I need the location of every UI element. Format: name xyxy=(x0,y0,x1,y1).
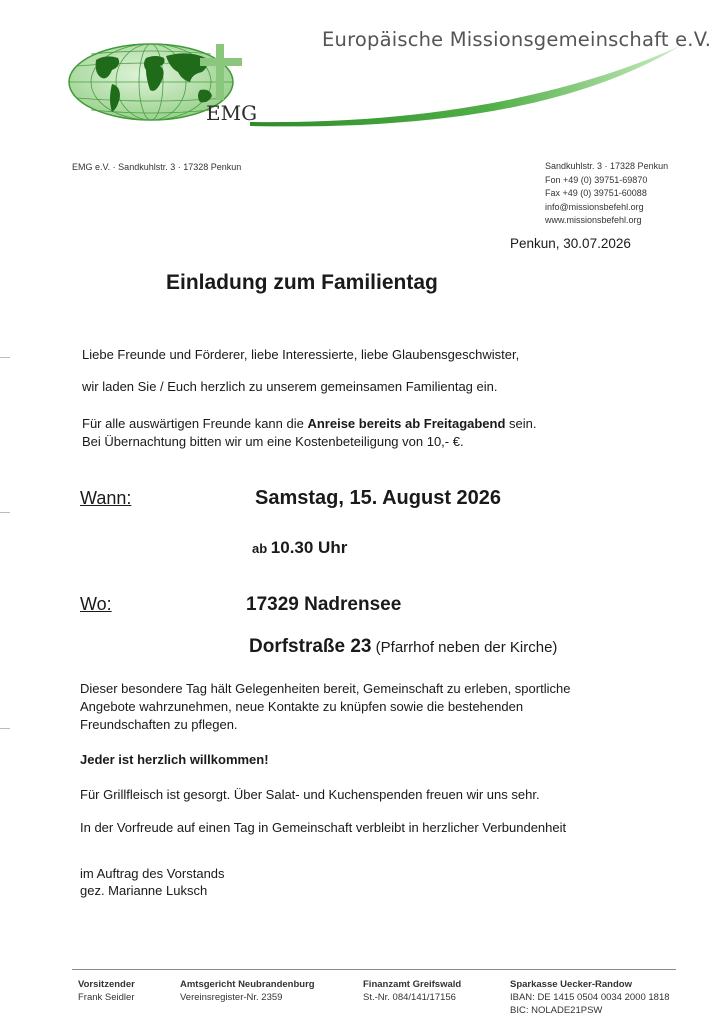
contact-email: info@missionsbefehl.org xyxy=(545,201,644,212)
footer-line: IBAN: DE 1415 0504 0034 2000 1818 xyxy=(510,992,670,1003)
grill-paragraph: Für Grillfleisch ist gesorgt. Über Salat- und Kuchenspenden freuen wir uns sehr. xyxy=(80,787,540,802)
organization-name: Europäische Missionsgemeinschaft e.V. xyxy=(322,28,712,51)
place-date: Penkun, 30.07.2026 xyxy=(510,236,631,251)
when-label: Wann: xyxy=(80,488,132,508)
special-line: Freundschaften zu pflegen. xyxy=(80,717,238,732)
fold-mark xyxy=(0,512,10,513)
sender-return-address: EMG e.V. · Sandkuhlstr. 3 · 17328 Penkun xyxy=(72,162,242,172)
contact-fax: Fax +49 (0) 39751-60088 xyxy=(545,188,647,198)
footer-heading: Finanzamt Greifswald xyxy=(363,979,462,990)
contact-phone: Fon +49 (0) 39751-69870 xyxy=(545,174,648,185)
emg-logo-text: EMG xyxy=(206,101,258,125)
special-line: Dieser besondere Tag hält Gelegenheiten bereit, Gemeinschaft zu erleben, sportliche xyxy=(80,681,571,696)
event-location-note: (Pfarrhof neben der Kirche) xyxy=(371,639,558,656)
invite-paragraph: wir laden Sie / Euch herzlich zu unserem gemeinsamen Familientag ein. xyxy=(82,379,498,394)
footer-tax-office xyxy=(363,978,461,1004)
arrival-paragraph xyxy=(82,415,537,433)
arrival-text-pre: Für alle auswärtigen Freunde kann die xyxy=(82,416,308,431)
fold-mark xyxy=(0,728,10,729)
greeting-paragraph: Liebe Freunde und Förderer, liebe Interessierte, liebe Glaubensgeschwister, xyxy=(82,347,520,362)
letter-title: Einladung zum Familientag xyxy=(166,271,438,294)
special-line: Angebote wahrzunehmen, neue Kontakte zu knüpfen sowie die bestehenden xyxy=(80,699,524,714)
event-time-prefix: ab xyxy=(252,541,271,556)
contact-block xyxy=(545,160,668,228)
footer-chairman xyxy=(78,978,135,1004)
footer-line: St.-Nr. 084/141/17156 xyxy=(363,992,456,1003)
event-city: 17329 Nadrensee xyxy=(246,594,402,615)
event-time xyxy=(252,538,347,558)
footer-heading: Vorsitzender xyxy=(78,979,135,990)
overnight-paragraph: Bei Übernachtung bitten wir um eine Kostenbeteiligung von 10,- €. xyxy=(82,434,464,449)
footer-divider xyxy=(72,969,676,970)
footer-heading: Sparkasse Uecker-Randow xyxy=(510,979,632,990)
footer-court xyxy=(180,978,315,1004)
closing-paragraph: In der Vorfreude auf einen Tag in Gemeinschaft verbleibt in herzlicher Verbundenheit xyxy=(80,820,567,835)
event-street-address: Dorfstraße 23 xyxy=(249,636,372,657)
welcome-line: Jeder ist herzlich willkommen! xyxy=(80,752,269,767)
event-date: Samstag, 15. August 2026 xyxy=(255,487,502,509)
contact-website: www.missionsbefehl.org xyxy=(545,215,642,225)
footer-line: Vereinsregister-Nr. 2359 xyxy=(180,992,283,1003)
special-day-paragraph xyxy=(80,680,570,734)
arrival-text-bold: Anreise bereits ab Freitagabend xyxy=(307,416,506,431)
fold-mark xyxy=(0,357,10,358)
emg-globe-logo xyxy=(66,40,266,126)
event-time-value: 10.30 Uhr xyxy=(270,538,348,557)
green-swoosh-graphic xyxy=(250,44,690,134)
contact-address: Sandkuhlstr. 3 · 17328 Penkun xyxy=(545,161,669,171)
footer-line: Frank Seidler xyxy=(78,992,135,1003)
event-street xyxy=(249,636,557,658)
footer-line: BIC: NOLADE21PSW xyxy=(510,1005,603,1016)
footer-bank xyxy=(510,978,670,1017)
signature-line-1: im Auftrag des Vorstands xyxy=(80,866,225,881)
signature-line-2: gez. Marianne Luksch xyxy=(80,883,208,898)
where-label: Wo: xyxy=(80,594,112,614)
arrival-text-post: sein. xyxy=(505,416,537,431)
footer-heading: Amtsgericht Neubrandenburg xyxy=(180,979,315,990)
